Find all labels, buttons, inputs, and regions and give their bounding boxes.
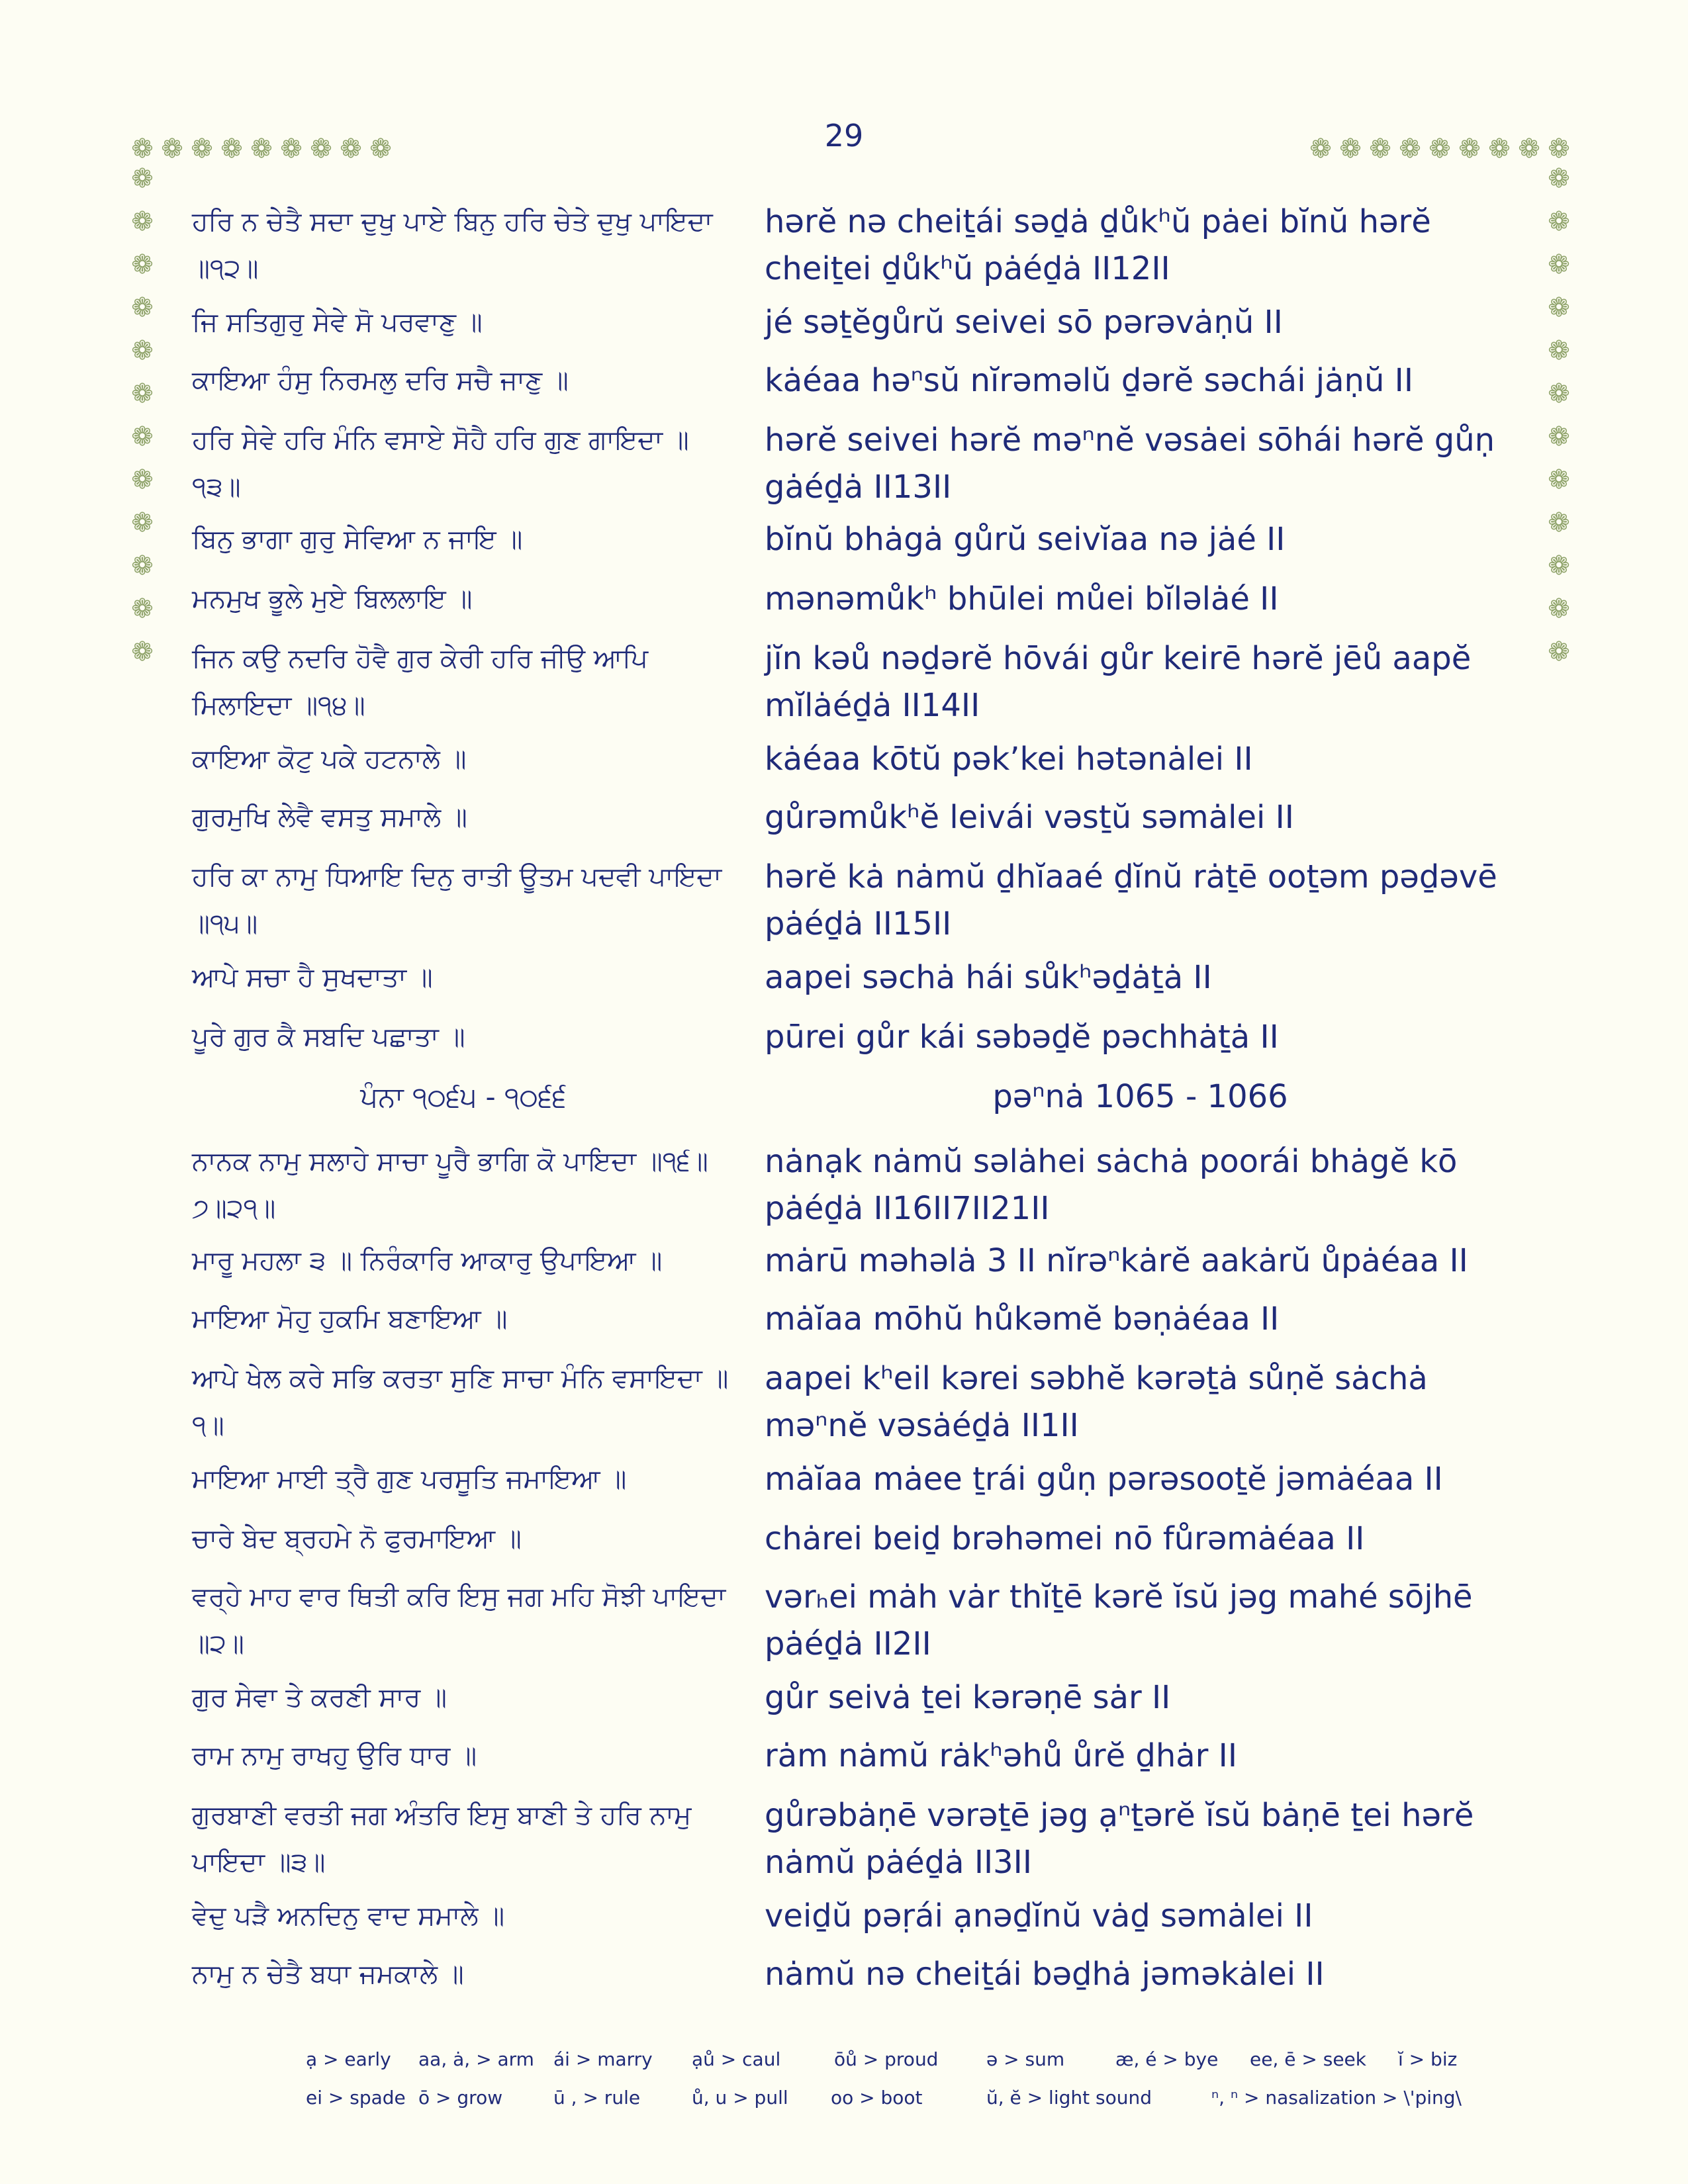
page-range-gurmukhi: ਪੰਨਾ ੧੦੬੫ - ੧੦੬੬ — [360, 1081, 567, 1113]
gurmukhi-text: ਨਾਮੁ ਨ ਚੇਤੈ ਬਧਾ ਜਮਕਾਲੇ ॥ — [192, 1959, 464, 1989]
flower-icon: ❁ — [191, 134, 213, 164]
gurmukhi-text: ਜਿ ਸਤਿਗੁਰੁ ਸੇਵੇ ਸੋ ਪਰਵਾਣੁ ॥ — [192, 307, 483, 338]
legend-item: ĭ > biz — [1398, 2048, 1458, 2070]
flower-icon: ❁ — [1518, 134, 1540, 164]
flower-icon: ❁ — [1369, 134, 1391, 164]
transliteration-text: rȧm nȧmŭ rȧkʰəhů ůrĕ ḏhȧr II — [765, 1737, 1237, 1774]
gurmukhi-text: ਆਪੇ ਖੇਲ ਕਰੇ ਸਭਿ ਕਰਤਾ ਸੁਣਿ ਸਾਚਾ ਮੰਨਿ ਵਸਾਇਦਾ ॥੧॥ — [192, 1363, 729, 1441]
flower-icon: ❁ — [131, 336, 154, 366]
flower-icon: ❁ — [1548, 379, 1570, 409]
transliteration-text: bĭnŭ bhȧgȧ gůrŭ seivĭaa nə jȧé II — [765, 521, 1286, 558]
gurmukhi-text: ਵਰ੍ਹੇ ਮਾਹ ਵਾਰ ਥਿਤੀ ਕਰਿ ਇਸੁ ਜਗ ਮਹਿ ਸੋਝੀ ਪਾਇਦਾ ॥੨॥ — [192, 1582, 726, 1659]
legend-item: ů, u > pull — [692, 2087, 788, 2109]
transliteration-text: chȧrei beiḏ brəhəmei nō fůrəmȧéaa II — [765, 1520, 1365, 1557]
gurmukhi-text: ਪੂਰੇ ਗੁਰ ਕੈ ਸਬਦਿ ਪਛਾਤਾ ॥ — [192, 1022, 465, 1052]
gurmukhi-text: ਗੁਰਬਾਣੀ ਵਰਤੀ ਜਗ ਅੰਤਰਿ ਇਸੁ ਬਾਣੀ ਤੇ ਹਰਿ ਨਾਮੁ ਪਾਇਦਾ ॥੩॥ — [192, 1800, 692, 1878]
gurmukhi-text: ਬਿਨੁ ਭਾਗਾ ਗੁਰੁ ਸੇਵਿਆ ਨ ਜਾਇ ॥ — [192, 524, 523, 555]
transliteration-text: aapei səchȧ hái sůkʰəḏȧṯȧ II — [765, 959, 1212, 996]
flower-icon: ❁ — [1339, 134, 1362, 164]
flower-icon: ❁ — [1548, 551, 1570, 581]
transliteration-text: gůr seivȧ ṯei kərəṇē sȧr II — [765, 1679, 1171, 1716]
flower-icon: ❁ — [340, 134, 362, 164]
flower-icon: ❁ — [1548, 336, 1570, 366]
legend-item: ee, ē > seek — [1250, 2048, 1366, 2070]
gurmukhi-text: ਵੇਦੁ ਪੜੈ ਅਨਦਿਨੁ ਵਾਦ ਸਮਾਲੇ ॥ — [192, 1901, 505, 1931]
gurmukhi-text: ਹਰਿ ਸੇਵੇ ਹਰਿ ਮੰਨਿ ਵਸਾਏ ਸੋਹੈ ਹਰਿ ਗੁਣ ਗਾਇਦਾ ॥੧੩॥ — [192, 425, 689, 502]
transliteration-text: hərĕ nə cheiṯái səḏȧ ḏůkʰŭ pȧei bĭnŭ hərĕ cheiṯei ḏůkʰŭ pȧéḏȧ II12II — [765, 203, 1431, 287]
flower-icon: ❁ — [1458, 134, 1481, 164]
transliteration-text: kȧéaa həⁿsŭ nĭrəməlŭ ḏərĕ səchái jȧṇŭ II — [765, 362, 1413, 399]
flower-icon: ❁ — [1548, 637, 1570, 667]
legend-row — [0, 2048, 1688, 2075]
flower-icon: ❁ — [131, 134, 154, 164]
transliteration-text: hərĕ kȧ nȧmŭ ḏhĭaaé ḏĭnŭ rȧṯē ooṯəm pəḏəvē pȧéḏȧ II15II — [765, 858, 1497, 942]
flower-icon: ❁ — [131, 379, 154, 409]
page-range-transliteration: pəⁿnȧ 1065 - 1066 — [992, 1078, 1288, 1115]
flower-icon: ❁ — [310, 134, 332, 164]
flower-icon: ❁ — [1548, 163, 1570, 194]
flower-icon: ❁ — [1548, 422, 1570, 452]
gurmukhi-text: ਨਾਨਕ ਨਾਮੁ ਸਲਾਹੇ ਸਾਚਾ ਪੂਰੈ ਭਾਗਿ ਕੋ ਪਾਇਦਾ ॥੧੬॥੭॥੨੧॥ — [192, 1146, 708, 1224]
flower-icon: ❁ — [161, 134, 183, 164]
transliteration-text: vərₕei mȧh vȧr thĭṯē kərĕ ĭsŭ jəg mahé sōjhē pȧéḏȧ II2II — [765, 1578, 1473, 1662]
flower-icon: ❁ — [1548, 508, 1570, 538]
transliteration-text: gůrəbȧṇē vərəṯē jəg ạⁿṯərĕ ĭsŭ bȧṇē ṯei hərĕ nȧmŭ pȧéḏȧ II3II — [765, 1797, 1474, 1881]
legend-item: oo > boot — [831, 2087, 923, 2109]
transliteration-text: nȧnạk nȧmŭ səlȧhei sȧchȧ poorái bhȧgĕ kō pȧéḏȧ II16II7II21II — [765, 1143, 1458, 1227]
transliteration-text: jé səṯĕgůrŭ seivei sō pərəvȧṇŭ II — [765, 304, 1283, 341]
transliteration-text: hərĕ seivei hərĕ məⁿnĕ vəsȧei sōhái hərĕ gůṇ gȧéḏȧ II13II — [765, 422, 1495, 506]
flower-icon: ❁ — [131, 551, 154, 581]
flower-icon: ❁ — [1548, 293, 1570, 323]
flower-icon: ❁ — [1429, 134, 1451, 164]
page-number: 29 — [824, 118, 864, 154]
flower-icon: ❁ — [220, 134, 243, 164]
flower-icon: ❁ — [1488, 134, 1511, 164]
legend-item: æ, é > bye — [1115, 2048, 1219, 2070]
flower-icon: ❁ — [131, 206, 154, 237]
transliteration-text: nȧmŭ nə cheiṯái bəḏhȧ jəməkȧlei II — [765, 1956, 1325, 1993]
flower-icon: ❁ — [1399, 134, 1421, 164]
legend-row — [0, 2087, 1688, 2113]
flower-icon: ❁ — [250, 134, 273, 164]
transliteration-text: veiḏŭ pəṛái ạnəḏĭnŭ vȧḏ səmȧlei II — [765, 1897, 1313, 1934]
flower-icon: ❁ — [1548, 594, 1570, 624]
transliteration-text: gůrəmůkʰĕ leivái vəsṯŭ səmȧlei II — [765, 799, 1294, 836]
gurmukhi-text: ਹਰਿ ਕਾ ਨਾਮੁ ਧਿਆਇ ਦਿਨੁ ਰਾਤੀ ਊਤਮ ਪਦਵੀ ਪਾਇਦਾ ॥੧੫॥ — [192, 862, 722, 939]
gurmukhi-text: ਮਨਮੁਖ ਭੂਲੇ ਮੁਏ ਬਿਲਲਾਇ ॥ — [192, 584, 473, 614]
transliteration-text: mȧĭaa mōhŭ hůkəmĕ bəṇȧéaa II — [765, 1300, 1280, 1338]
gurmukhi-text: ਕਾਇਆ ਕੋਟੁ ਪਕੇ ਹਟਨਾਲੇ ॥ — [192, 744, 467, 774]
legend-item: ə > sum — [986, 2048, 1065, 2070]
flower-icon: ❁ — [1548, 134, 1570, 164]
legend-item: ŭ, ĕ > light sound — [986, 2087, 1152, 2109]
transliteration-text: mənəmůkʰ bhūlei můei bĭləlȧé II — [765, 580, 1279, 617]
legend-item: ái > marry — [553, 2048, 653, 2070]
legend-item: ⁿ, ⁿ > nasalization > \'ping\ — [1211, 2087, 1462, 2109]
gurmukhi-text: ਮਾਇਆ ਮਾਈ ਤ੍ਰੈ ਗੁਣ ਪਰਸੂਤਿ ਜਮਾਇਆ ॥ — [192, 1464, 627, 1494]
gurmukhi-text: ਹਰਿ ਨ ਚੇਤੈ ਸਦਾ ਦੁਖੁ ਪਾਏ ਬਿਨੁ ਹਰਿ ਚੇਤੇ ਦੁਖੁ ਪਾਇਦਾ ॥੧੨॥ — [192, 206, 713, 284]
legend-item: ei > spade — [306, 2087, 406, 2109]
legend-item: ạ > early — [306, 2048, 391, 2070]
flower-icon: ❁ — [131, 250, 154, 280]
legend-item: aa, ȧ, > arm — [418, 2048, 534, 2070]
gurmukhi-text: ਆਪੇ ਸਚਾ ਹੈ ਸੁਖਦਾਤਾ ॥ — [192, 962, 433, 993]
gurmukhi-text: ਜਿਨ ਕਉ ਨਦਰਿ ਹੋਵੈ ਗੁਰ ਕੇਰੀ ਹਰਿ ਜੀਉ ਆਪਿ ਮਿਲਾਇਦਾ ॥੧੪॥ — [192, 643, 648, 721]
gurmukhi-text: ਮਾਇਆ ਮੋਹੁ ਹੁਕਮਿ ਬਣਾਇਆ ॥ — [192, 1304, 508, 1334]
transliteration-text: mȧrū məhəlȧ 3 II nĭrəⁿkȧrĕ aakȧrŭ ůpȧéaa II — [765, 1242, 1468, 1279]
transliteration-text: aapei kʰeil kərei səbhĕ kərəṯȧ sůṇĕ sȧchȧ məⁿnĕ vəsȧéḏȧ II1II — [765, 1360, 1428, 1444]
legend-item: ō > grow — [418, 2087, 503, 2109]
transliteration-text: kȧéaa kōtŭ pək’kei hətənȧlei II — [765, 741, 1253, 778]
gurmukhi-text: ਰਾਮ ਨਾਮੁ ਰਾਖਹੁ ਉਰਿ ਧਾਰ ॥ — [192, 1741, 477, 1771]
legend-item: ạů > caul — [692, 2048, 781, 2070]
flower-icon: ❁ — [131, 163, 154, 194]
flower-icon: ❁ — [131, 465, 154, 495]
legend-item: ū , > rule — [553, 2087, 641, 2109]
transliteration-text: mȧĭaa mȧee ṯrái gůṇ pərəsooṯĕ jəmȧéaa II — [765, 1461, 1443, 1498]
gurmukhi-text: ਗੁਰ ਸੇਵਾ ਤੇ ਕਰਣੀ ਸਾਰ ॥ — [192, 1682, 447, 1713]
flower-icon: ❁ — [131, 594, 154, 624]
flower-icon: ❁ — [131, 422, 154, 452]
flower-icon: ❁ — [1309, 134, 1332, 164]
flower-icon: ❁ — [1548, 206, 1570, 237]
flower-icon: ❁ — [280, 134, 303, 164]
flower-icon: ❁ — [131, 293, 154, 323]
flower-icon: ❁ — [1548, 465, 1570, 495]
gurmukhi-text: ਕਾਇਆ ਹੰਸੁ ਨਿਰਮਲੁ ਦਰਿ ਸਚੈ ਜਾਣੁ ॥ — [192, 365, 569, 396]
flower-icon: ❁ — [369, 134, 392, 164]
gurmukhi-text: ਚਾਰੇ ਬੇਦ ਬ੍ਰਹਮੇ ਨੋ ਫੁਰਮਾਇਆ ॥ — [192, 1524, 522, 1554]
flower-icon: ❁ — [131, 508, 154, 538]
flower-icon: ❁ — [1548, 250, 1570, 280]
gurmukhi-text: ਮਾਰੂ ਮਹਲਾ ੩ ॥ ਨਿਰੰਕਾਰਿ ਆਕਾਰੁ ਉਪਾਇਆ ॥ — [192, 1246, 663, 1276]
flower-icon: ❁ — [131, 637, 154, 667]
transliteration-text: jĭn kəů nəḏərĕ hōvái gůr keirē hərĕ jēů aapĕ mĭlȧéḏȧ II14II — [765, 640, 1472, 724]
transliteration-text: pūrei gůr kái səbəḏĕ pəchhȧṯȧ II — [765, 1019, 1279, 1056]
gurmukhi-text: ਗੁਰਮੁਖਿ ਲੇਵੈ ਵਸਤੁ ਸਮਾਲੇ ॥ — [192, 802, 467, 833]
legend-item: ōů > proud — [834, 2048, 939, 2070]
